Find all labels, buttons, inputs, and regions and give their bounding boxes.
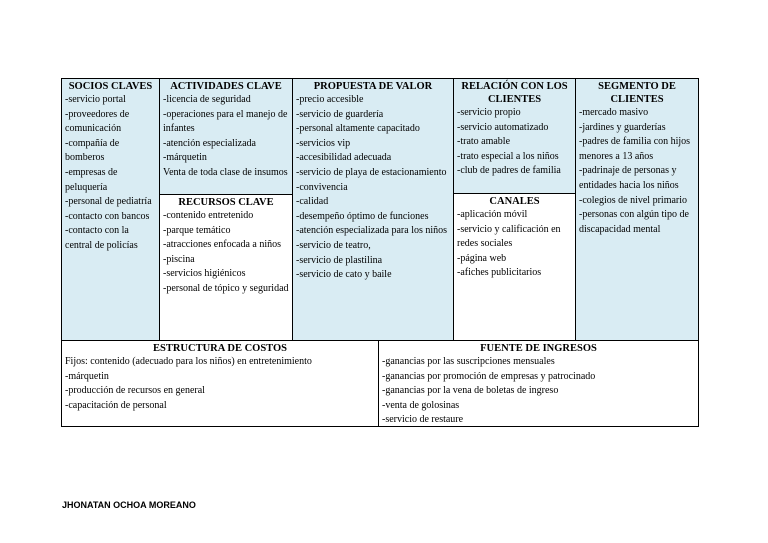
estructura-costos-cell (61, 340, 379, 427)
list-item: -personas con algún tipo de discapacidad mental (579, 209, 689, 235)
actividades-clave-cell (159, 78, 293, 341)
list-item: -convivencia (296, 181, 348, 193)
list-item: -servicios vip (296, 137, 351, 149)
list-item: -precio accesible (296, 94, 364, 105)
list-item: -servicio automatizado (457, 121, 549, 133)
canales-title: CANALES (489, 196, 540, 207)
recursos-clave-list (163, 209, 289, 297)
list-item: -atracciones enfocada a niños (163, 239, 281, 251)
propuesta-valor-cell (292, 78, 454, 341)
list-item: -servicios higiénicos (163, 268, 246, 280)
list-item: -atención especializada para los niños (296, 225, 448, 237)
relacion-clientes-title: RELACIÓN CON LOS CLIENTES (461, 81, 568, 105)
list-item: -mercado masivo (579, 107, 649, 118)
list-item: -jardines y guarderías (579, 121, 666, 133)
list-item: -club de padres de familia (457, 165, 561, 177)
segmento-clientes-list (579, 106, 695, 237)
list-item: -proveedores de comunicación (65, 108, 130, 135)
recursos-clave-cell (160, 194, 292, 340)
fuente-ingresos-cell (378, 340, 699, 427)
list-item: -servicio de guardería (296, 108, 384, 120)
propuesta-valor-list (296, 93, 450, 283)
list-item: -afiches publicitarios (457, 267, 542, 279)
list-item: -personal altamente capacitado (296, 123, 420, 135)
business-model-canvas (61, 78, 699, 427)
author-name: JHONATAN OCHOA MOREANO (62, 500, 196, 510)
actividades-clave-list (163, 93, 289, 181)
list-item: -servicio de restaure (382, 414, 464, 426)
relacion-clientes-cell (453, 78, 576, 341)
list-item: Fijos: contenido (adecuado para los niños) en entretenimiento (65, 356, 312, 367)
list-item: -desempeño óptimo de funciones (296, 210, 429, 222)
canales-cell (454, 193, 575, 340)
list-item: -colegios de nivel primario (579, 194, 688, 206)
list-item: -calidad (296, 196, 329, 208)
list-item: -padres de familia con hijos menores a 13 años (579, 136, 691, 162)
fuente-ingresos-list (382, 355, 695, 427)
list-item: -personal de pediatría (65, 196, 152, 208)
list-item: -servicio de cato y baile (296, 269, 392, 281)
socios-claves-cell (61, 78, 160, 341)
list-item: -accesibilidad adecuada (296, 152, 392, 164)
fuente-ingresos-title: FUENTE DE INGRESOS (480, 343, 597, 354)
list-item: -personal de tópico y seguridad (163, 282, 289, 294)
estructura-costos-title: ESTRUCTURA DE COSTOS (152, 343, 287, 354)
list-item: -servicio portal (65, 94, 126, 105)
list-item: -padrinaje de personas y entidades hacia los niños (579, 165, 679, 191)
list-item: -márquetin (163, 152, 207, 164)
list-item: -empresas de peluquería (65, 166, 118, 193)
relacion-clientes-list (457, 106, 572, 179)
list-item: -venta de golosinas (382, 399, 460, 411)
list-item: -contacto con bancos (65, 210, 150, 222)
list-item: -trato amable (457, 136, 511, 148)
list-item: -márquetin (65, 370, 109, 382)
estructura-costos-list (65, 355, 375, 413)
canales-list (457, 208, 572, 281)
list-item: -operaciones para el manejo de infantes (163, 108, 288, 135)
list-item: -trato especial a los niños (457, 150, 559, 162)
segmento-clientes-title: SEGMENTO DE CLIENTES (598, 81, 676, 105)
actividades-clave-title: ACTIVIDADES CLAVE (170, 81, 282, 92)
socios-claves-title: SOCIOS CLAVES (68, 81, 153, 92)
list-item: -producción de recursos en general (65, 385, 205, 397)
list-item: -atención especializada (163, 137, 256, 149)
list-item: -servicio y calificación en redes sociales (457, 223, 561, 250)
recursos-clave-title: RECURSOS CLAVE (178, 197, 274, 208)
socios-claves-list (65, 93, 156, 254)
list-item: -licencia de seguridad (163, 94, 251, 105)
list-item: -compañía de bomberos (65, 137, 120, 164)
list-item: -servicio de playa de estacionamiento (296, 166, 447, 178)
list-item: -contacto con la central de policías (65, 225, 138, 251)
propuesta-valor-title: PROPUESTA DE VALOR (313, 81, 433, 92)
list-item: -ganancias por la vena de boletas de ingreso (382, 385, 559, 397)
list-item: -piscina (163, 253, 195, 265)
list-item: -servicio propio (457, 107, 521, 118)
list-item: -servicio de plastilina (296, 254, 383, 266)
list-item: -contenido entretenido (163, 210, 254, 221)
list-item: -parque temático (163, 224, 231, 236)
list-item: -servicio de teatro, (296, 239, 371, 251)
list-item: -aplicación móvil (457, 209, 528, 220)
list-item: Venta de toda clase de insumos (163, 166, 288, 178)
list-item: -ganancias por las suscripciones mensuales (382, 356, 555, 367)
list-item: -ganancias por promoción de empresas y patrocinado (382, 370, 596, 382)
segmento-clientes-cell (575, 78, 699, 341)
list-item: -capacitación de personal (65, 399, 167, 411)
list-item: -página web (457, 252, 507, 264)
